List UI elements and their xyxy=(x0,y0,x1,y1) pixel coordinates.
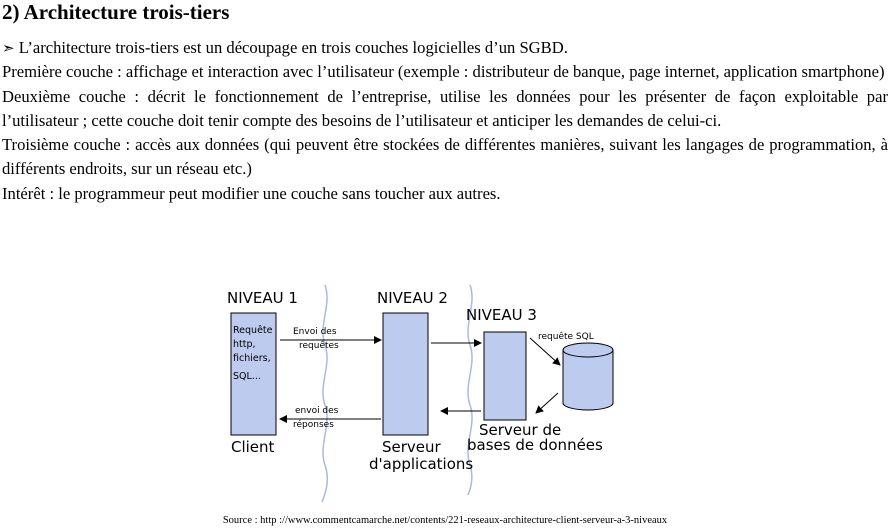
send-responses-line-2: réponses xyxy=(293,420,334,430)
first-layer-paragraph: Première couche : affichage et interaction avec l’utilisateur (exemple : distributeur de banque, page internet, application smartphone) xyxy=(2,62,885,82)
interest-paragraph: Intérêt : le programmeur peut modifier une couche sans toucher aux autres. xyxy=(2,183,501,203)
arrow-bullet-icon: ➣ xyxy=(2,39,15,57)
client-box-line-3: fichiers, xyxy=(233,353,271,364)
third-layer-paragraph: Troisième couche : accès aux données (qui peuvent être stockées de différentes manières, suivant les langages de programmation, à différents endroits, sur un réseau etc.) xyxy=(2,135,888,179)
db-server-label-line-1: Serveur de xyxy=(479,421,562,439)
separator-wave-left xyxy=(322,285,327,502)
client-box-line-1: Requête xyxy=(233,325,273,336)
second-layer-paragraph: Deuxième couche : décrit le fonctionnement de l’entreprise, utilise les données pour les présenter de façon exploitable par l’utilisateur ; cette couche doit tenir compte des besoins de l’utilisateur et anticiper les demandes de celui-ci. xyxy=(2,86,888,130)
intro-paragraph xyxy=(2,36,888,60)
arrow-database-to-db-server xyxy=(536,393,558,413)
level-2-title: NIVEAU 2 xyxy=(377,289,448,307)
db-server-label-line-2: bases de données xyxy=(467,436,603,454)
app-server-box xyxy=(383,313,428,435)
db-server-box xyxy=(484,332,526,420)
send-requests-line-1: Envoi des xyxy=(293,327,337,337)
client-label: Client xyxy=(231,438,275,456)
app-server-label-line-1: Serveur xyxy=(382,438,441,456)
arrow-sql-to-database xyxy=(530,338,560,365)
send-requests-line-2: requêtes xyxy=(299,341,339,351)
client-box-line-2: http, xyxy=(233,339,256,350)
three-tier-diagram xyxy=(0,280,890,510)
source-citation: Source : http ://www.commentcamarche.net/contents/221-reseaux-architecture-client-serveur-a-3-niveaux xyxy=(222,515,668,526)
client-box-line-4: SQL... xyxy=(233,371,261,382)
section-heading: 2) Architecture trois-tiers xyxy=(2,0,230,24)
database-cylinder-icon xyxy=(563,343,613,410)
intro-text: L’architecture trois-tiers est un découpage en trois couches logicielles d’un SGBD. xyxy=(18,38,568,57)
app-server-label-line-2: d'applications xyxy=(369,455,474,473)
body-text xyxy=(2,36,888,206)
send-responses-line-1: envoi des xyxy=(295,406,339,416)
level-3-title: NIVEAU 3 xyxy=(466,306,537,324)
sql-request-label: requête SQL xyxy=(538,332,594,342)
level-1-title: NIVEAU 1 xyxy=(227,289,298,307)
